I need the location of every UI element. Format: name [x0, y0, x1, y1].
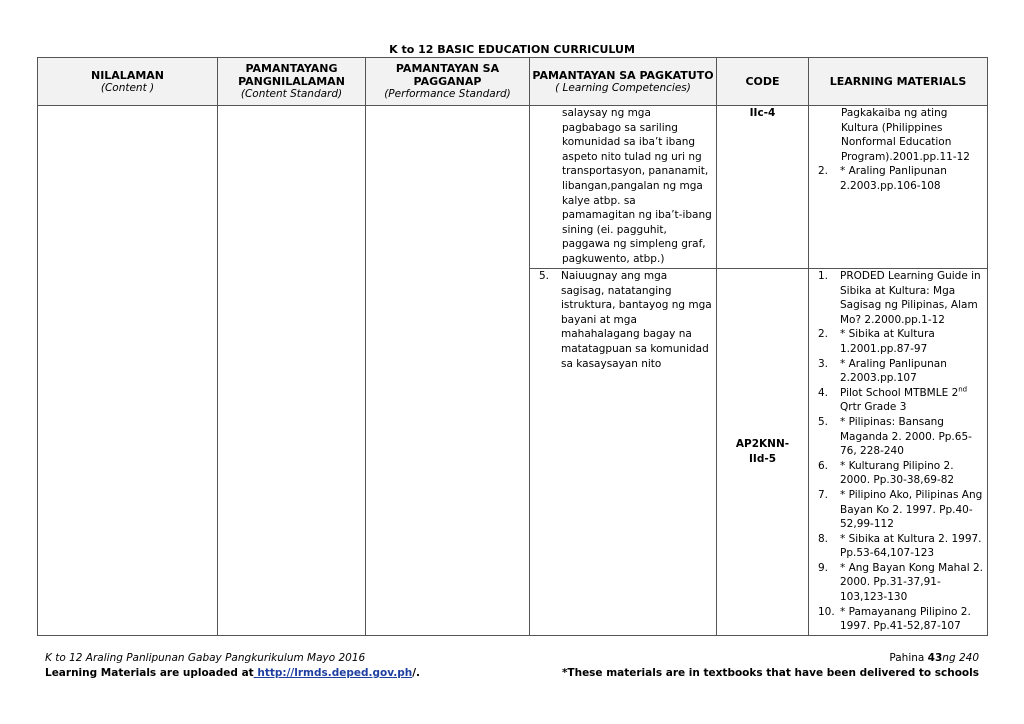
- footer-textbook-note: *These materials are in textbooks that have been delivered to schools: [561, 667, 979, 679]
- competency-text: Naiuugnay ang mga sagisag, natatanging istruktura, bantayog ng mga bayani at mga mahahalagang bagay na matatagpuan sa komunidad sa kasaysayan nito: [561, 270, 712, 370]
- header-performance-standard: PAMANTAYAN SA PAGGANAP (Performance Standard): [366, 58, 530, 106]
- performance-standard-cell: [366, 106, 530, 636]
- header-code: CODE: [717, 58, 809, 106]
- material-text: * Kulturang Pilipino 2. 2000. Pp.30-38,69-82: [840, 459, 955, 487]
- competency-code: IIc-4: [749, 107, 776, 119]
- header-content: NILALAMAN (Content ): [38, 58, 218, 106]
- footer-upload-note: Learning Materials are uploaded at http://lrmds.deped.gov.ph/.: [45, 667, 421, 679]
- material-text: Pagkakaiba ng ating Kultura (Philippines Nonformal Education Program).2001.pp.11-12: [841, 107, 970, 163]
- materials-cell: [809, 269, 988, 636]
- list-item: 5. * Pilipinas: Bansang Maganda 2. 2000. Pp.65-76, 228-240: [818, 415, 972, 458]
- list-item: 8. * Sibika at Kultura 2. 1997. Pp.53-64,107-123: [818, 532, 982, 560]
- list-item: 10. * Pamayanang Pilipino 2. 1997. Pp.41-52,87-107: [818, 605, 971, 633]
- material-text: PRODED Learning Guide in Sibika at Kultura: Mga Sagisag ng Pilipinas, Alam Mo? 2.2000.pp.1-12: [840, 270, 981, 326]
- list-item: 5. Naiuugnay ang mga sagisag, natatanging istruktura, bantayog ng mga bayani at mga mahahalagang bagay na matatagpuan sa komunidad sa kasaysayan nito: [539, 270, 712, 370]
- material-text: * Pilipino Ako, Pilipinas Ang Bayan Ko 2. 1997. Pp.40-52,99-112: [840, 488, 983, 531]
- material-text: * Sibika at Kultura 2. 1997. Pp.53-64,107-123: [840, 532, 982, 560]
- content-cell: [38, 106, 218, 636]
- header-learning-competencies: PAMANTAYAN SA PAGKATUTO ( Learning Competencies): [530, 58, 717, 106]
- list-item: 1. PRODED Learning Guide in Sibika at Kultura: Mga Sagisag ng Pilipinas, Alam Mo? 2.2000.pp.1-12: [818, 270, 981, 326]
- page-number: Pahina 43ng 240: [889, 652, 979, 664]
- document-title: K to 12 BASIC EDUCATION CURRICULUM: [389, 43, 635, 56]
- header-content-standard: PAMANTAYANG PANGNILALAMAN (Content Standard): [218, 58, 366, 106]
- materials-list: [809, 164, 987, 193]
- list-item: 6. * Kulturang Pilipino 2. 2000. Pp.30-38,69-82: [818, 459, 955, 487]
- competency-list: [530, 269, 716, 371]
- list-item: 2. * Araling Panlipunan 2.2003.pp.106-108: [818, 165, 947, 192]
- lrmds-link[interactable]: http://lrmds.deped.gov.ph: [253, 667, 413, 679]
- footer-guide-title: K to 12 Araling Panlipunan Gabay Pangkurikulum Mayo 2016: [45, 652, 366, 664]
- competency-code: AP2KNN-IId-5: [735, 438, 790, 465]
- list-item: 7. * Pilipino Ako, Pilipinas Ang Bayan Ko 2. 1997. Pp.40-52,99-112: [818, 488, 983, 531]
- material-text: * Ang Bayan Kong Mahal 2. 2000. Pp.31-37,91-103,123-130: [840, 561, 984, 604]
- list-item: 2. * Sibika at Kultura 1.2001.pp.87-97: [818, 328, 935, 355]
- content-standard-cell: [218, 106, 366, 636]
- table-row: [38, 106, 988, 269]
- competency-cell: [530, 106, 717, 269]
- material-text: * Araling Panlipunan 2.2003.pp.106-108: [840, 165, 947, 192]
- materials-list: [809, 269, 987, 634]
- competency-text: salaysay ng mga pagbabago sa sariling komunidad sa iba’t ibang aspeto nito tulad ng uri ng transportasyon, pananamit, libangan,pangalan ng mga kalye atbp. sa pamamagitan ng iba’t-ibang sining (ei. pagguhit, paggawa ng simpleng graf, pagkuwento, atbp.): [562, 107, 712, 265]
- table-header-row: [38, 58, 988, 106]
- material-text: * Araling Panlipunan 2.2003.pp.107: [840, 357, 947, 385]
- header-learning-materials: LEARNING MATERIALS: [809, 58, 988, 106]
- list-item: 4. Pilot School MTBMLE 2nd Qrtr Grade 3: [818, 385, 968, 414]
- material-text: * Pilipinas: Bansang Maganda 2. 2000. Pp.65-76, 228-240: [840, 415, 972, 458]
- materials-cell: [809, 106, 988, 269]
- list-item: 9. * Ang Bayan Kong Mahal 2. 2000. Pp.31-37,91-103,123-130: [818, 561, 984, 604]
- material-text: * Pamayanang Pilipino 2. 1997. Pp.41-52,87-107: [840, 605, 971, 633]
- code-cell: [717, 106, 809, 269]
- material-text: Pilot School MTBMLE 2: [840, 386, 959, 399]
- code-cell: [717, 269, 809, 636]
- material-text: * Sibika at Kultura 1.2001.pp.87-97: [840, 328, 935, 355]
- list-item: 3. * Araling Panlipunan 2.2003.pp.107: [818, 357, 947, 385]
- competency-cell: [530, 269, 717, 636]
- curriculum-table: [37, 57, 988, 636]
